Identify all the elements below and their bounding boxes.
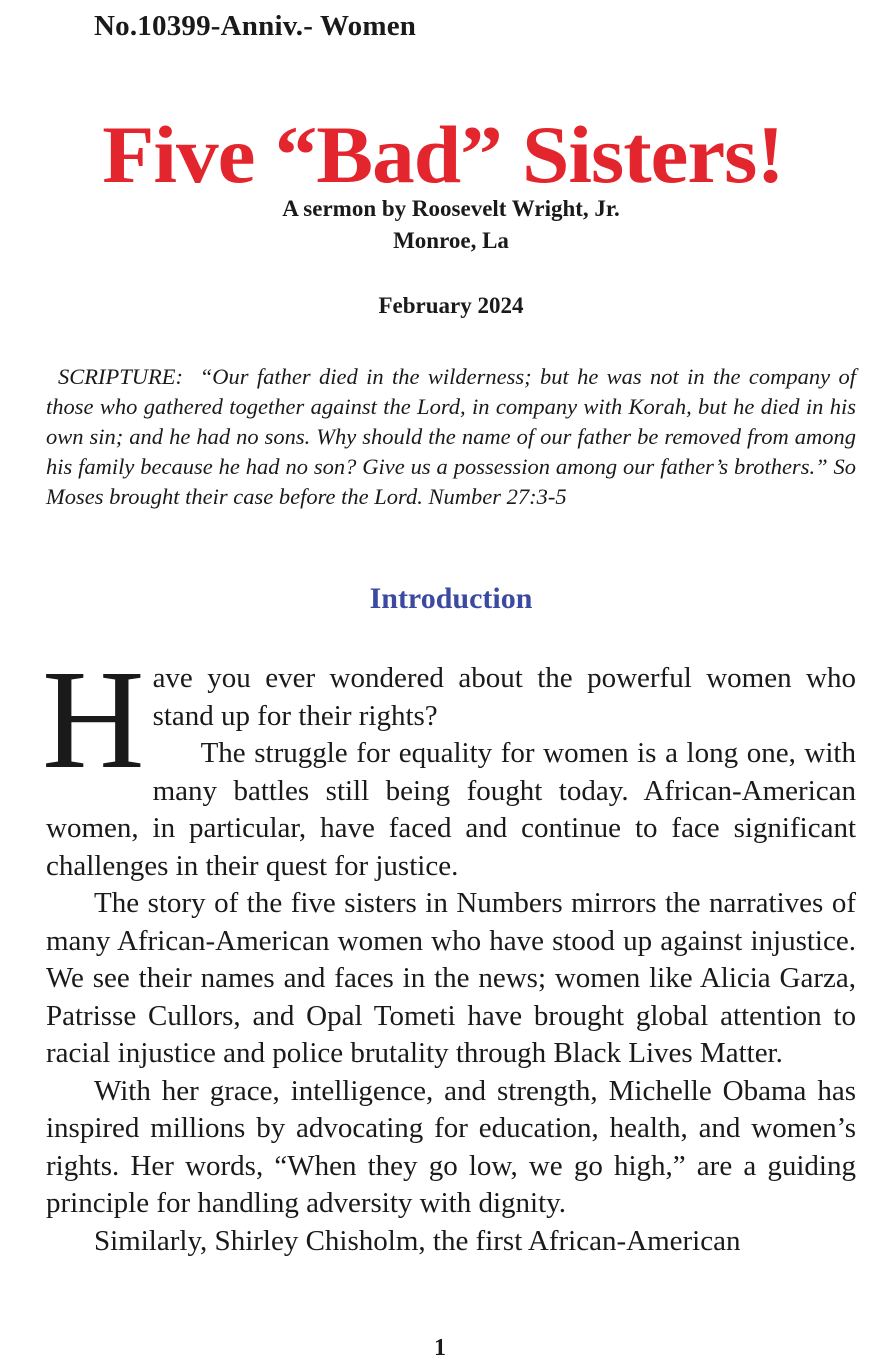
- paragraph-2: The story of the five sisters in Numbers mirrors the narratives of many African-American women who have stood up against injustice. We see their names and faces in the news; women like Alicia Garza, Patrisse Cullors, and Opal Tometi have brought global attention to racial injustice and police brutality through Black Lives Matter.: [46, 887, 856, 1069]
- drop-cap: H: [42, 640, 145, 798]
- sermon-date: February 2024: [378, 293, 524, 318]
- scripture-passage: [46, 362, 856, 512]
- author-location: Monroe, La: [393, 228, 509, 253]
- scripture-quote: “Our father died in the wilderness; but he was not in the company of those who gathered together against the Lord, in company with Korah, but he died in his own sin; and he had no sons. Why should the name of our father be removed from among his family because he had no son? Give us a possession among our father’s brothers.”: [46, 364, 857, 479]
- paragraph-4: Similarly, Shirley Chisholm, the first African-American: [94, 1224, 741, 1257]
- page-number: 1: [434, 1335, 446, 1361]
- paragraph-3: With her grace, intelligence, and strength, Michelle Obama has inspired millions by advocating for education, health, and women’s rights. Her words, “When they go low, we go high,” are a guiding principle for handling adversity with dignity.: [46, 1074, 856, 1219]
- section-heading-introduction: Introduction: [369, 582, 533, 615]
- paragraph-1-rest: The struggle for equality for women is a long one, with many battles still being fought today. African-American women, in particular, have faced and continue to face significant challenges in their quest for justice.: [46, 737, 856, 882]
- paragraph-1: [42, 640, 856, 885]
- author-byline: A sermon by Roosevelt Wright, Jr.: [282, 196, 620, 221]
- scripture-label: SCRIPTURE:: [58, 364, 183, 389]
- sermon-title: Five “Bad” Sisters!: [102, 109, 784, 200]
- document-number: No.10399-Anniv.- Women: [94, 10, 417, 42]
- paragraph-1-lead: ave you ever wondered about the powerful women who stand up for their rights?: [152, 662, 856, 732]
- sermon-body: [42, 640, 856, 1260]
- scripture-continuation: So Moses brought their case before the Lord. Number 27:3-5: [46, 454, 856, 509]
